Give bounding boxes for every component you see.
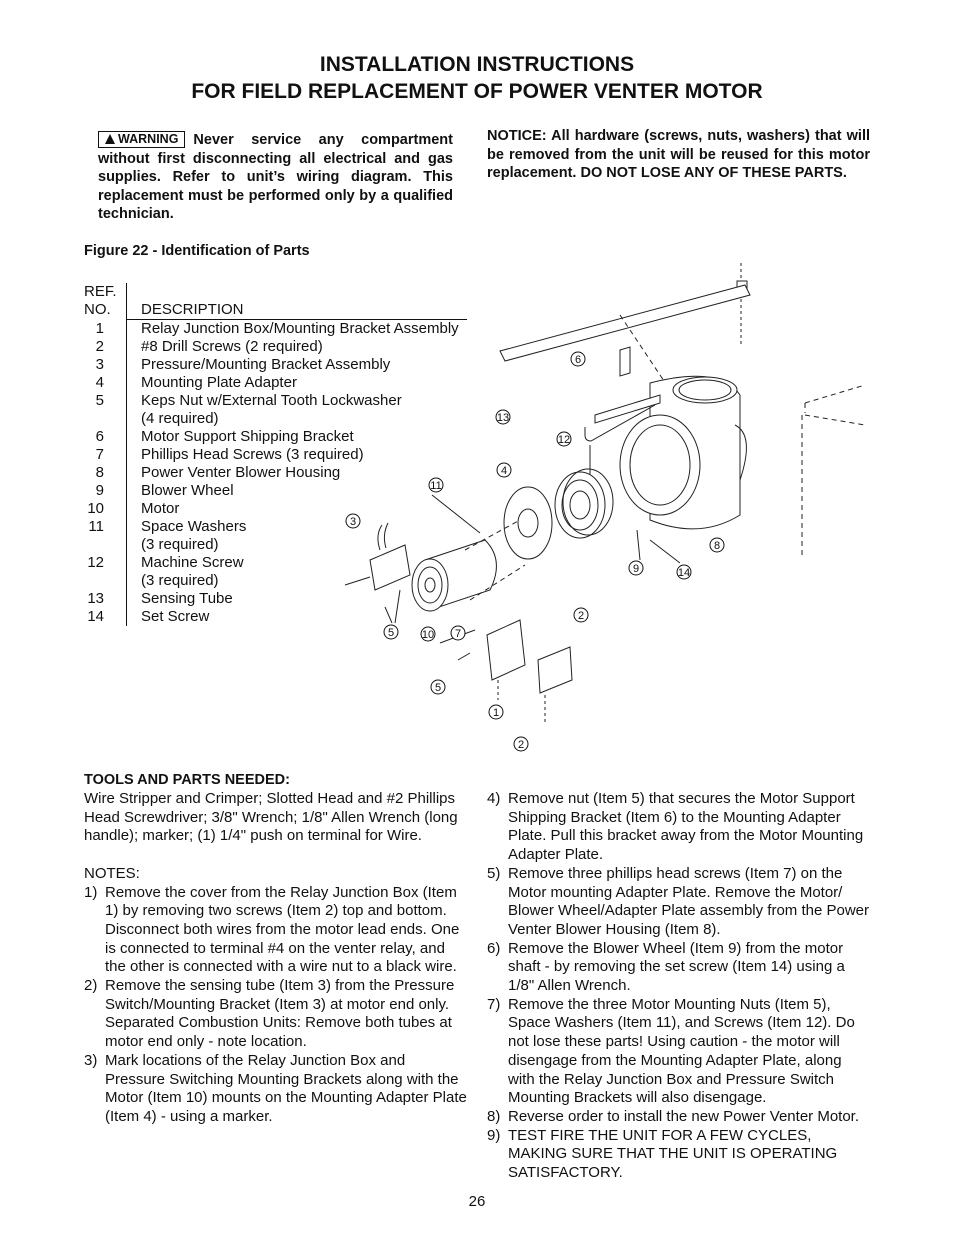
callout-label: 12 [557,434,571,446]
callout-label: 2 [517,739,525,751]
step-number: 8) [487,1107,501,1125]
parts-row-description: Keps Nut w/External Tooth Lockwasher [141,392,402,409]
parts-row-ref: 4 [95,374,104,391]
step-text: Remove the cover from the Relay Junction Box (Item 1) by removing two screws (Item 2) top and bottom. Disconnect both wires from the motor lead ends. One is connected to terminal #4 on the venter relay, and the other is connected with a wire nut to a black wire. [105,883,460,976]
parts-row-ref: 14 [87,608,104,625]
warning-triangle-icon [105,134,115,144]
step-text: Remove the three Motor Mounting Nuts (Item 5), Space Washers (Item 11), and Screws (Item 12). Do not lose these parts! Using caution - the motor will disengage from the Mounting Adapter Plate, along with the Relay Junction Box and Pressure Switch Mounting Brackets will also disengage. [508,995,855,1107]
parts-row-ref: 3 [95,356,104,373]
parts-row-description: (3 required) [141,572,219,589]
parts-row-ref: 13 [87,590,104,607]
parts-row-description: Relay Junction Box/Mounting Bracket Assembly [141,320,459,337]
step-number: 5) [487,864,501,882]
figure-caption: Figure 22 - Identification of Parts [84,243,310,259]
callout-label: 3 [349,516,357,528]
warning-badge-label: WARNING [118,132,179,146]
instruction-step [487,940,872,996]
instruction-step [84,884,469,978]
callout-label: 5 [434,682,442,694]
tools-heading: TOOLS AND PARTS NEEDED: [84,772,290,788]
step-text: Remove the Blower Wheel (Item 9) from the motor shaft - by removing the set screw (Item 14) using a 1/8" Allen Wrench. [508,939,845,995]
parts-row-description: Motor [141,500,180,517]
parts-row-description: Motor Support Shipping Bracket [141,428,354,445]
parts-header-ref-line1: REF. [84,283,117,300]
step-number: 6) [487,939,501,957]
parts-row-ref: 6 [95,428,104,445]
callout-label: 11 [430,480,442,492]
instruction-step [487,1127,872,1183]
parts-row-description: Space Washers [141,518,247,535]
title-line-2: FOR FIELD REPLACEMENT OF POWER VENTER MOTOR [191,80,763,103]
parts-row-ref: 5 [95,392,104,409]
parts-table-divider [126,283,127,626]
step-number: 7) [487,995,501,1013]
parts-row-description: Sensing Tube [141,590,233,607]
instructions-right-column [487,790,872,1183]
parts-row-ref: 11 [88,518,104,535]
callout-label: 9 [632,563,640,575]
parts-row-description: Pressure/Mounting Bracket Assembly [141,356,391,373]
callout-label: 14 [677,567,691,579]
tools-text: Wire Stripper and Crimper; Slotted Head and #2 Phillips Head Screwdriver; 3/8" Wrench; 1/8" Allen Wrench (long handle); marker; (1) 1/4" push on terminal for Wire. [84,790,458,845]
parts-row-ref: 1 [95,320,104,337]
callout-label: 8 [713,540,721,552]
step-text: Reverse order to install the new Power Venter Motor. [508,1107,860,1125]
step-number: 4) [487,790,501,807]
callout-label: 1 [492,707,500,719]
warning-badge [98,131,185,148]
callout-label: 13 [496,412,510,424]
warning-text: Never service any compartment without first disconnecting all electrical and gas supplies. Refer to unit’s wiring diagram. This replacement must be performed only by a qualified technician. [98,132,453,222]
parts-diagram [320,255,880,755]
step-text: Remove three phillips head screws (Item 7) on the Motor mounting Adapter Plate. Remove the Motor/ Blower Wheel/Adapter Plate assembly from the Power Venter Blower Housing (Item 8). [508,864,869,938]
parts-row-ref: 12 [87,554,104,571]
instruction-step [487,790,872,865]
callout-label: 5 [387,627,395,639]
notice-text: NOTICE: All hardware (screws, nuts, washers) that will be removed from the unit will be reused for this motor replacement. DO NOT LOSE ANY OF THESE PARTS. [487,128,870,181]
instruction-step [487,1108,872,1127]
parts-row-description: Phillips Head Screws (3 required) [141,446,364,463]
callout-label: 4 [500,465,508,477]
parts-row-description: (4 required) [141,410,219,427]
step-number: 1) [84,883,98,901]
instruction-step [84,977,469,1052]
page-number: 26 [468,1193,486,1210]
parts-header-ref [84,283,117,319]
parts-row-description: (3 required) [141,536,219,553]
step-number: 9) [487,1126,501,1144]
step-number: 3) [84,1051,98,1069]
step-text: Remove nut (Item 5) that secures the Motor Support Shipping Bracket (Item 6) to the Mounting Adapter Plate. Pull this bracket away from the Motor Mounting Adapter Plate. [508,790,864,864]
parts-row-ref: 8 [95,464,104,481]
step-text: TEST FIRE THE UNIT FOR A FEW CYCLES, MAKING SURE THAT THE UNIT IS OPERATING SATISFACTORY. [508,1126,838,1182]
callout-label: 10 [421,629,435,641]
parts-row-description: Machine Screw [141,554,244,571]
instructions-left-column [84,790,469,1127]
parts-row-description: #8 Drill Screws (2 required) [141,338,323,355]
warning-block [98,131,453,224]
instruction-step [487,996,872,1108]
parts-row-description: Power Venter Blower Housing [141,464,341,481]
parts-row-ref: 9 [95,482,104,499]
parts-row-description: Mounting Plate Adapter [141,374,297,391]
step-text: Remove the sensing tube (Item 3) from the Pressure Switch/Mounting Bracket (Item 3) at motor end only. Separated Combustion Units: Remove both tubes at motor end only - note location. [105,977,455,1051]
page-title [0,51,954,105]
parts-row-description: Blower Wheel [141,482,234,499]
parts-header-ref-line2: NO. [84,301,111,318]
callout-label: 2 [577,610,585,622]
callout-label: 7 [454,628,462,640]
parts-header-description: DESCRIPTION [141,301,244,318]
step-text: Mark locations of the Relay Junction Box and Pressure Switching Mounting Brackets along with the Motor (Item 10) mounts on the Mounting Adapter Plate (Item 4) - using a marker. [105,1051,467,1125]
parts-row-ref: 7 [95,446,104,463]
instruction-step [84,1052,469,1127]
notes-heading: NOTES: [84,864,140,882]
instruction-step [487,865,872,940]
parts-row-ref: 10 [87,500,104,517]
callout-label: 6 [574,354,582,366]
steps-right-list [487,790,872,1183]
steps-left-list [84,884,469,1127]
parts-row-ref: 2 [95,338,104,355]
step-number: 2) [84,977,98,995]
parts-row-description: Set Screw [141,608,210,625]
title-line-1: INSTALLATION INSTRUCTIONS [319,53,635,76]
